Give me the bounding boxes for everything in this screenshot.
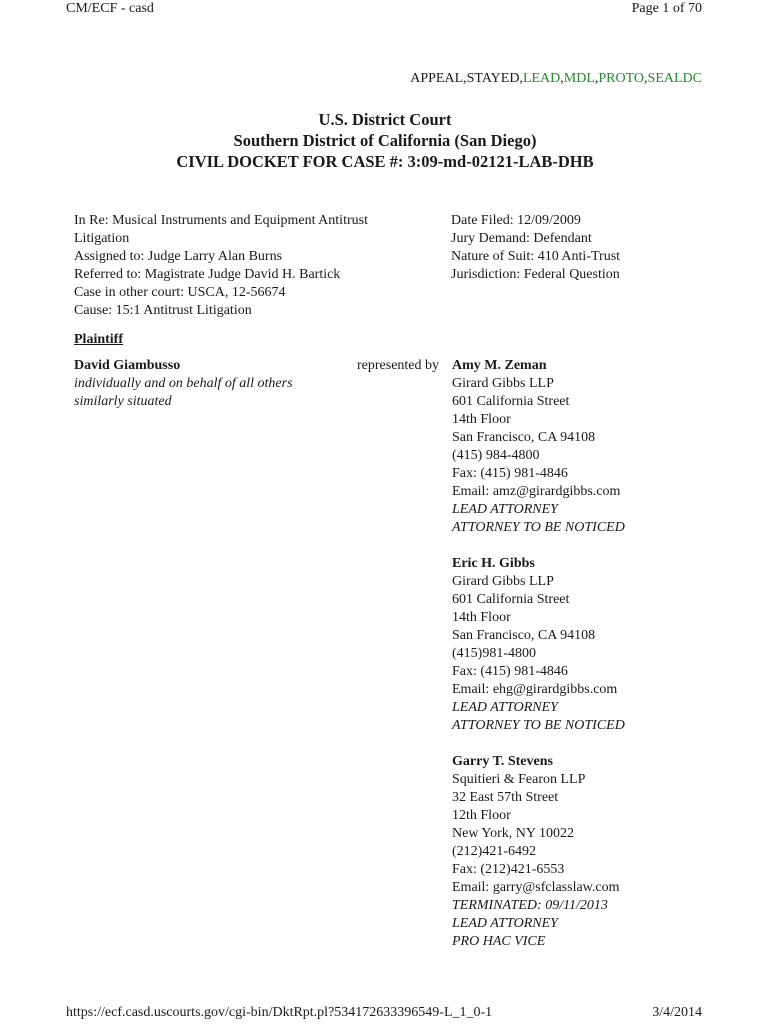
- attorney-status: ATTORNEY TO BE NOTICED: [452, 718, 625, 733]
- cause: Cause: 15:1 Antitrust Litigation: [74, 303, 252, 318]
- attorney-block: [452, 555, 625, 735]
- represented-by-label: represented by: [357, 358, 440, 373]
- attorney-contact-line: 32 East 57th Street: [452, 790, 559, 805]
- case-flag-link[interactable]: LEAD: [522, 71, 561, 86]
- other-court: Case in other court: USCA, 12-56674: [74, 285, 286, 300]
- attorney-contact-line: Girard Gibbs LLP: [452, 376, 554, 391]
- assigned-judge: Assigned to: Judge Larry Alan Burns: [74, 249, 283, 264]
- attorney-contact-line: Squitieri & Fearon LLP: [452, 772, 586, 787]
- case-flags: [410, 71, 702, 87]
- attorney-contact-line: Fax: (415) 981-4846: [452, 466, 568, 481]
- footer-url: https://ecf.casd.uscourts.gov/cgi-bin/DktRpt.pl?534172633396549-L_1_0-1: [66, 1005, 493, 1020]
- attorney-contact-line: San Francisco, CA 94108: [452, 628, 596, 643]
- attorney-name: Eric H. Gibbs: [452, 556, 535, 571]
- case-caption-cont: Litigation: [74, 231, 130, 246]
- footer-date: 3/4/2014: [652, 1005, 702, 1020]
- case-flag-link[interactable]: SEALDC: [647, 71, 702, 86]
- attorney-name: Garry T. Stevens: [452, 754, 553, 769]
- attorney-contact-line: New York, NY 10022: [452, 826, 574, 841]
- attorney-contact-line: 12th Floor: [452, 808, 511, 823]
- docket-title: [0, 109, 770, 172]
- case-info-right: [451, 212, 620, 284]
- case-info-left: [74, 212, 414, 320]
- attorney-contact-line: Email: garry@sfclasslaw.com: [452, 880, 620, 895]
- district-name: Southern District of California (San Diego): [233, 131, 537, 150]
- attorney-status: PRO HAC VICE: [452, 934, 546, 949]
- plaintiff-party: [74, 357, 293, 411]
- attorney-block: [452, 357, 625, 537]
- date-filed: Date Filed: 12/09/2009: [451, 213, 581, 228]
- attorney-contact-line: (415)981-4800: [452, 646, 536, 661]
- case-flag-link[interactable]: MDL: [563, 71, 595, 86]
- section-plaintiff: Plaintiff: [74, 332, 123, 347]
- attorney-status: LEAD ATTORNEY: [452, 916, 558, 931]
- attorney-contact-line: 14th Floor: [452, 412, 511, 427]
- docket-number: CIVIL DOCKET FOR CASE #: 3:09-md-02121-LAB-DHB: [176, 152, 594, 171]
- attorney-contact-line: San Francisco, CA 94108: [452, 430, 596, 445]
- case-flag-link[interactable]: PROTO: [598, 71, 645, 86]
- attorney-contact-line: 601 California Street: [452, 394, 570, 409]
- attorney-status: ATTORNEY TO BE NOTICED: [452, 520, 625, 535]
- case-caption: In Re: Musical Instruments and Equipment Antitrust: [74, 213, 368, 228]
- attorney-block: [452, 753, 625, 951]
- attorney-contact-line: Girard Gibbs LLP: [452, 574, 554, 589]
- attorney-contact-line: (415) 984-4800: [452, 448, 540, 463]
- case-flag-text: APPEAL,STAYED,: [410, 71, 523, 86]
- attorney-status: TERMINATED: 09/11/2013: [452, 898, 608, 913]
- attorney-contact-line: (212)421-6492: [452, 844, 536, 859]
- party-description-cont: similarly situated: [74, 394, 172, 409]
- case-flag-text: ,: [594, 71, 599, 86]
- attorney-contact-line: Email: ehg@girardgibbs.com: [452, 682, 618, 697]
- attorney-contact-line: Fax: (212)421-6553: [452, 862, 565, 877]
- case-flag-text: ,: [644, 71, 648, 86]
- attorney-list: [452, 357, 625, 969]
- attorney-status: LEAD ATTORNEY: [452, 502, 558, 517]
- attorney-status: LEAD ATTORNEY: [452, 700, 558, 715]
- case-flag-text: ,: [560, 71, 564, 86]
- page-number: Page 1 of 70: [631, 1, 702, 16]
- party-description: individually and on behalf of all others: [74, 376, 293, 391]
- party-name: David Giambusso: [74, 358, 181, 373]
- attorney-contact-line: Email: amz@girardgibbs.com: [452, 484, 621, 499]
- attorney-name: Amy M. Zeman: [452, 358, 547, 373]
- attorney-contact-line: Fax: (415) 981-4846: [452, 664, 568, 679]
- print-header-title: CM/ECF - casd: [66, 1, 154, 16]
- nature-of-suit: Nature of Suit: 410 Anti-Trust: [451, 249, 621, 264]
- attorney-contact-line: 14th Floor: [452, 610, 511, 625]
- jurisdiction: Jurisdiction: Federal Question: [451, 267, 620, 282]
- attorney-contact-line: 601 California Street: [452, 592, 570, 607]
- court-name: U.S. District Court: [318, 110, 452, 129]
- jury-demand: Jury Demand: Defendant: [451, 231, 592, 246]
- referred-judge: Referred to: Magistrate Judge David H. Bartick: [74, 267, 341, 282]
